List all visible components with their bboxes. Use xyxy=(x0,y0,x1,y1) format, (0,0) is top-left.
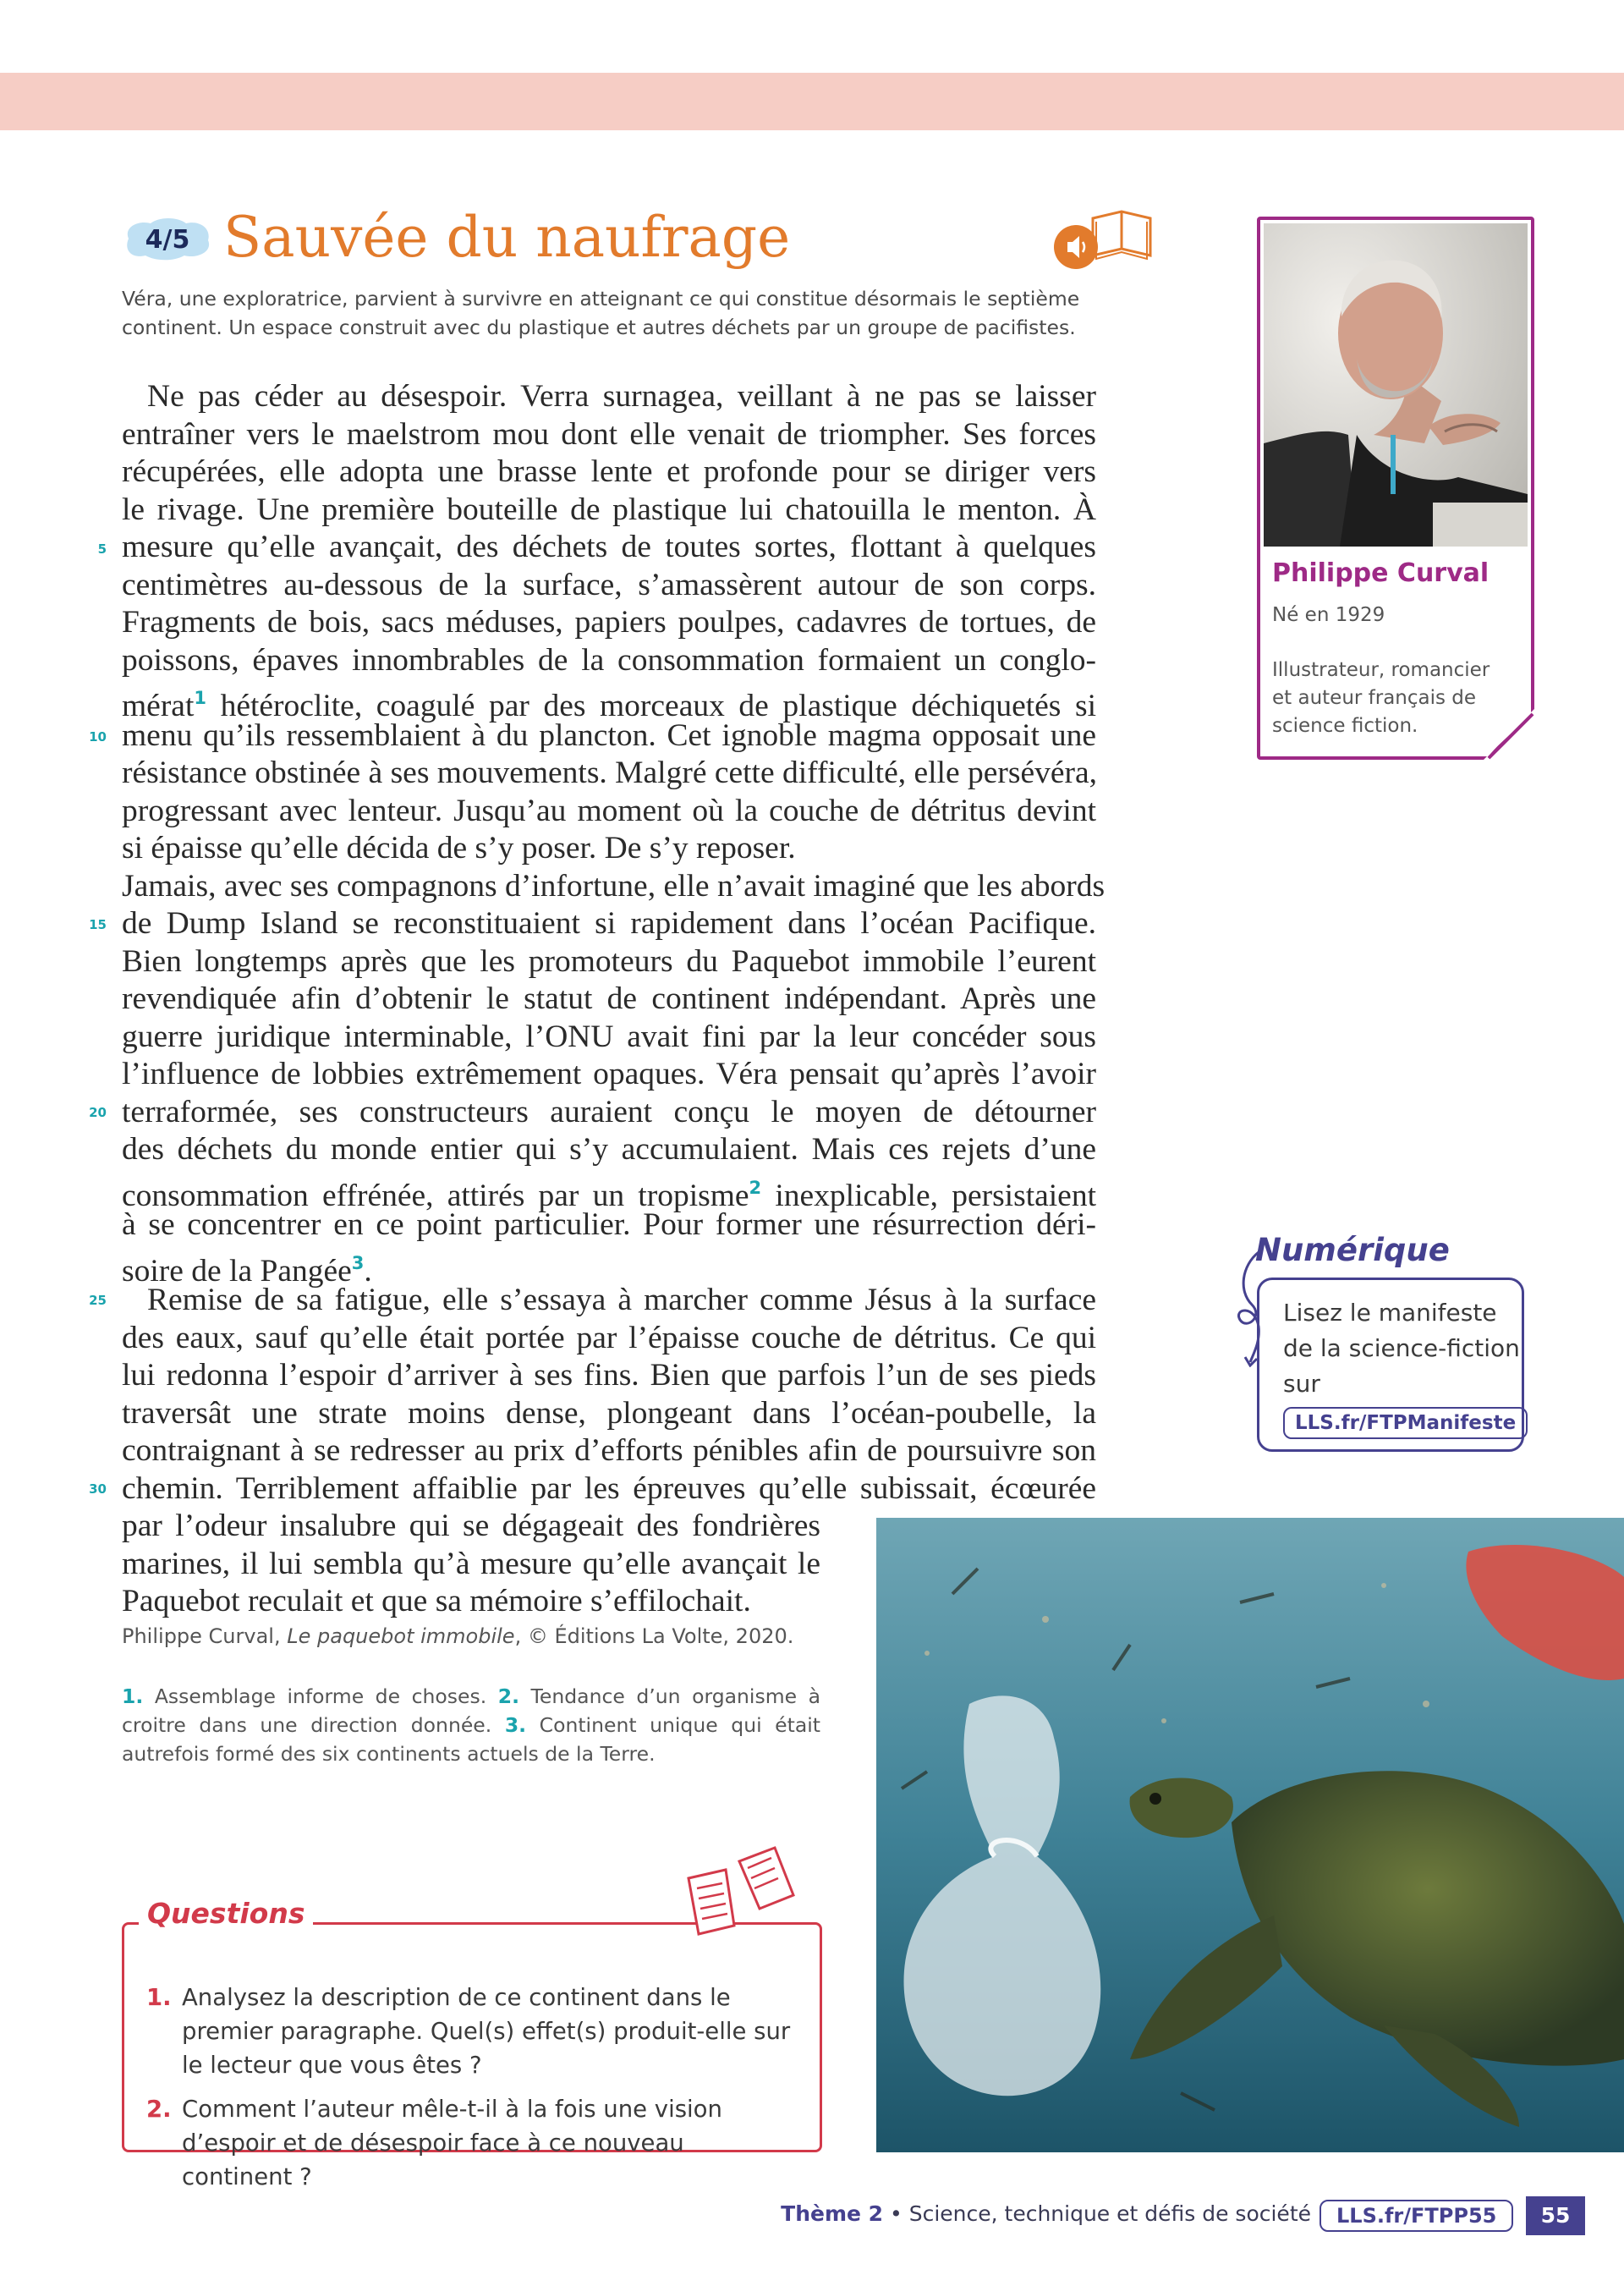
text-line: à se concentrer en ce point particulier. Pour former une résurrection déri- xyxy=(122,1207,1096,1242)
text-line: l’influence de lobbies extrêmement opaques. Véra pensait qu’après l’avoir xyxy=(122,1057,1096,1091)
line-number-5: 5 xyxy=(97,541,107,557)
digital-resource-box xyxy=(1230,1227,1534,1455)
text-line: menu qu’ils ressemblaient à du plancton. Cet ignoble magma opposait une xyxy=(122,717,1096,753)
text-line: le rivage. Une première bouteille de plastique lui chatouilla le menton. À xyxy=(122,492,1096,527)
page-footer xyxy=(0,2196,1624,2239)
source-credit: Philippe Curval, Le paquebot immobile, © Éditions La Volte, 2020. xyxy=(122,1624,794,1648)
text-line: contraignant à se redresser au prix d’efforts pénibles afin de poursuivre son xyxy=(122,1433,1096,1468)
author-photo xyxy=(1264,223,1528,547)
page-fold-icon xyxy=(1484,709,1534,760)
text-line: si épaisse qu’elle décida de s’y poser. De s’y reposer. xyxy=(122,831,796,865)
text-line: revendiquée afin d’obtenir le statut de continent indépendant. Après une xyxy=(122,981,1096,1016)
text-line: marines, il lui sembla qu’à mesure qu’elle avançait le xyxy=(122,1546,820,1581)
text-line: guerre juridique interminable, l’ONU avait fini par la leur concéder sous xyxy=(122,1019,1096,1054)
text-line: Ne pas céder au désespoir. Verra surnagea, veillant à ne pas se laisser xyxy=(147,379,1096,414)
text-line: récupérées, elle adopta une brasse lente et profonde pour se diriger vers xyxy=(122,454,1096,489)
questions-frame xyxy=(122,1922,822,2190)
footer-link[interactable]: LLS.fr/FTPP55 xyxy=(1320,2200,1513,2232)
numerique-text: Lisez le manifeste de la science-fiction sur xyxy=(1283,1299,1520,1398)
text-number-badge: 4/5 xyxy=(122,217,213,261)
text-line: centimètres au-dessous de la surface, s’amassèrent autour de son corps. xyxy=(122,567,1096,602)
author-birth-year: Né en 1929 xyxy=(1272,604,1385,626)
line-number-30: 30 xyxy=(89,1481,107,1497)
text-line: des eaux, sauf qu’elle était portée par l’épaisse couche de détritus. Ce qui xyxy=(122,1320,1096,1355)
question-item: 1. Analysez la description de ce continent dans le premier paragraphe. Quel(s) effet(s) produit-elle sur le lecteur que vous êtes ? xyxy=(146,1984,791,2079)
questions-title: Questions xyxy=(139,1897,313,1930)
text-line: lui redonna l’espoir d’arriver à ses fins. Bien que parfois l’un de ses pieds xyxy=(122,1358,1096,1393)
line-number-15: 15 xyxy=(89,917,107,932)
line-number-10: 10 xyxy=(89,729,107,745)
manifeste-link[interactable]: LLS.fr/FTPManifeste xyxy=(1283,1407,1528,1439)
page-title: Sauvée du naufrage xyxy=(223,205,791,270)
text-line: entraîner vers le maelstrom mou dont elle venait de triompher. Ses forces xyxy=(122,416,1096,452)
question-item: 2. Comment l’auteur mêle-t-il à la fois une vision d’espoir et de désespoir face à ce nouveau continent ? xyxy=(146,2096,722,2190)
author-description: Illustrateur, romancier et auteur français de science fiction. xyxy=(1272,659,1490,737)
work-title: Le paquebot immobile xyxy=(287,1624,515,1648)
line-number-25: 25 xyxy=(89,1293,107,1308)
author-card xyxy=(1257,217,1534,760)
top-color-band xyxy=(0,73,1624,130)
text-line: par l’odeur insalubre qui se dégageait des fondrières xyxy=(122,1508,820,1543)
text-line: mérat$^1$ hétéroclite, coagulé par des morceaux de plastique déchiquetés si xyxy=(122,688,1096,723)
author-name: Philippe Curval xyxy=(1272,558,1490,588)
line-number-20: 20 xyxy=(89,1105,107,1120)
footnote-marker-2: 2 xyxy=(749,1177,762,1198)
numerique-frame xyxy=(1257,1278,1524,1452)
text-line: Bien longtemps après que les promoteurs du Paquebot immobile l’eurent xyxy=(122,943,1096,979)
sea-turtle-plastic-photo xyxy=(876,1518,1624,2152)
text-line: Fragments de bois, sacs méduses, papiers poulpes, cadavres de tortues, de xyxy=(122,605,1096,640)
questions-section xyxy=(122,1897,820,2190)
papers-icon xyxy=(680,1844,798,1937)
text-line: Jamais, avec ses compagnons d’infortune, elle n’avait imaginé que les abords xyxy=(122,868,1106,904)
curl-arrow-icon xyxy=(1230,1249,1289,1367)
text-line: mesure qu’elle avançait, des déchets de toutes sortes, flottant à quelques xyxy=(122,530,1096,564)
footer-theme: Thème 2 • Science, technique et défis de société xyxy=(781,2201,1311,2226)
text-line: Remise de sa fatigue, elle s’essaya à marcher comme Jésus à la surface xyxy=(147,1283,1096,1317)
text-line: des déchets du monde entier qui s’y accumulaient. Mais ces rejets d’une xyxy=(122,1132,1096,1167)
literary-excerpt xyxy=(122,378,1106,1621)
audio-book-icon[interactable] xyxy=(1045,203,1155,279)
intro-text: Véra, une exploratrice, parvient à survivre en atteignant ce qui constitue désormais le septième continent. Un espace construit avec du plastique et autres déchets par un groupe de pacifistes. xyxy=(122,287,1080,339)
text-line: soire de la Pangée$^3$. xyxy=(122,1252,372,1289)
footnotes: 1. Assemblage informe de choses. 2. Tendance d’un organisme à croitre dans une direction donnée. 3. Continent unique qui était autrefois formé des six continents actuels de la Terre. xyxy=(122,1684,821,1766)
text-line: consommation effrénée, attirés par un tropisme$^2$ inexplicable, persistaient xyxy=(122,1177,1096,1213)
text-line: Paquebot reculait et que sa mémoire s’effilochait. xyxy=(122,1584,751,1618)
text-line: résistance obstinée à ses mouvements. Malgré cette difficulté, elle persévéra, xyxy=(122,756,1098,790)
text-line: de Dump Island se reconstituaient si rapidement dans l’océan Pacifique. xyxy=(122,906,1096,941)
numerique-title: Numérique xyxy=(1255,1232,1450,1268)
text-line: chemin. Terriblement affaiblie par les épreuves qu’elle subissait, écœurée xyxy=(122,1470,1096,1506)
text-line: terraformée, ses constructeurs auraient conçu le moyen de détourner xyxy=(122,1094,1096,1129)
text-line: traversât une strate moins dense, plongeant dans l’océan-poubelle, la xyxy=(122,1395,1096,1431)
text-line: progressant avec lenteur. Jusqu’au moment où la couche de détritus devint xyxy=(122,793,1096,828)
page-number: 55 xyxy=(1526,2196,1585,2235)
footnote-marker-3: 3 xyxy=(351,1252,365,1273)
text-line: poissons, épaves innombrables de la consommation formaient un conglo- xyxy=(122,642,1096,678)
question-list xyxy=(146,1981,798,2204)
footnote-marker-1: 1 xyxy=(194,688,206,708)
